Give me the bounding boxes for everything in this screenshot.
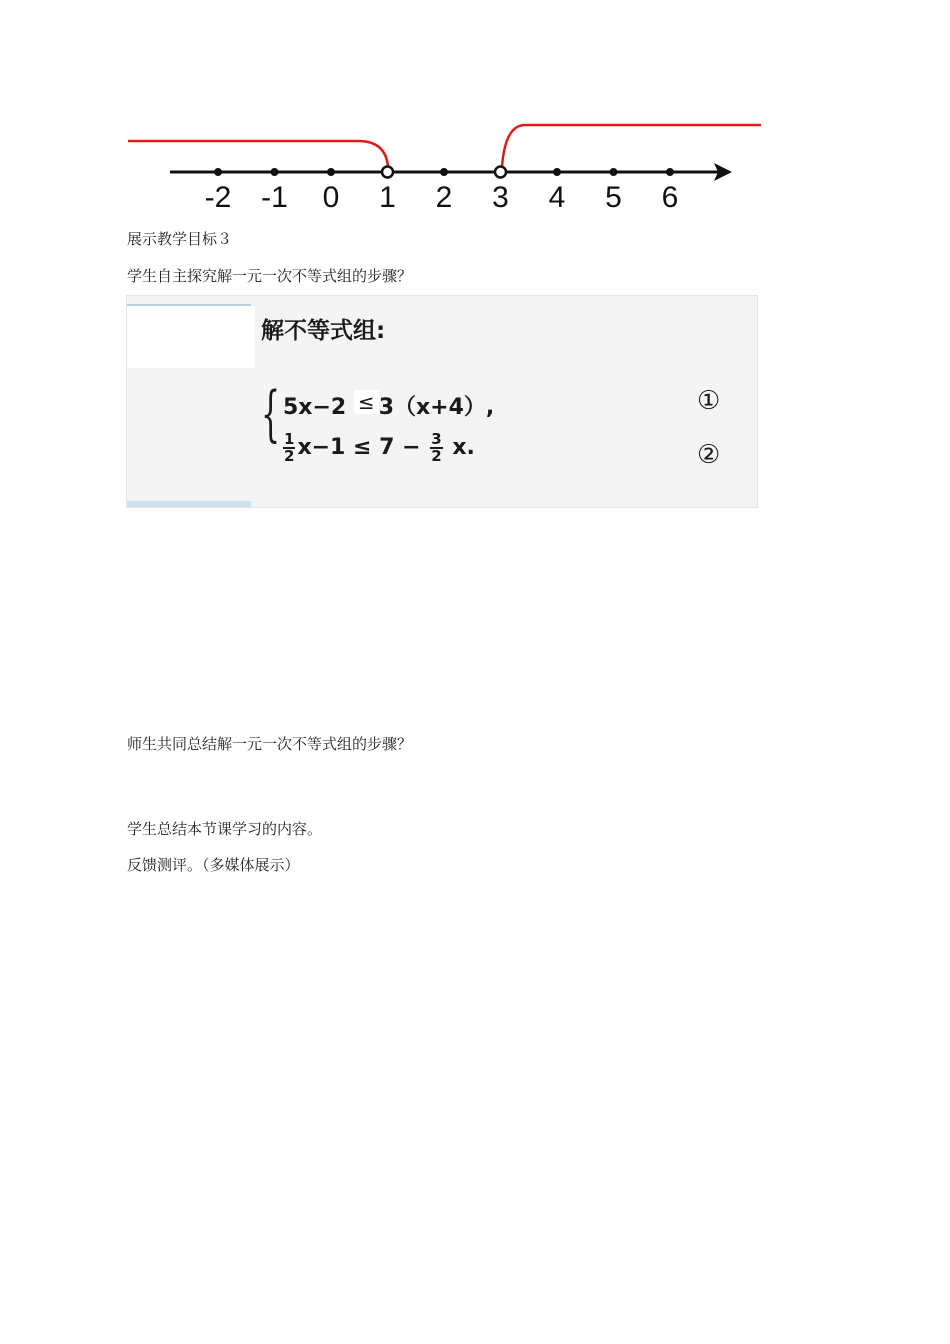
eq2-middle: x−1 ≤ 7 − — [297, 435, 421, 460]
tick-label-4: 4 — [548, 181, 566, 214]
paragraph-explore: 学生自主探究解一元一次不等式组的步骤？ — [127, 267, 413, 285]
paragraph-summary-steps: 师生共同总结解一元一次不等式组的步骤？ — [127, 735, 413, 753]
tick-label-5: 5 — [605, 181, 622, 214]
tick-label-1: 1 — [379, 181, 396, 214]
marker-2: ② — [697, 440, 721, 470]
inequality-2 — [281, 432, 475, 464]
tick-point-5 — [610, 169, 617, 176]
eq2-frac1-num: 1 — [284, 430, 295, 448]
eq2-end: x. — [452, 435, 475, 460]
panel-blank — [127, 306, 255, 368]
problem-title: 解不等式组: — [261, 318, 386, 344]
tick-label-3: 3 — [492, 181, 509, 214]
eq2-frac1-den: 2 — [284, 447, 295, 465]
paragraph-summary-content: 学生总结本节课学习的内容。 — [127, 820, 323, 838]
tick-point-6 — [667, 169, 674, 176]
tick-label--1: -1 — [261, 181, 288, 214]
paragraph-feedback: 反馈测评。（多媒体展示） — [127, 856, 300, 874]
problem-panel — [126, 295, 758, 508]
eq2-fraction-2 — [430, 432, 442, 464]
eq2-fraction-1 — [283, 432, 295, 464]
tick-point-0 — [328, 169, 335, 176]
marker-1: ① — [697, 386, 721, 416]
tick-label-0: 0 — [322, 181, 340, 214]
tick-point--2 — [215, 169, 222, 176]
tick-label-2: 2 — [435, 181, 453, 214]
eq1-right: 3（x+4）, — [378, 395, 495, 420]
tick-point-4 — [554, 169, 561, 176]
tick-point-2 — [441, 169, 448, 176]
panel-accent-bottom — [127, 501, 251, 507]
eq2-frac2-den: 2 — [431, 447, 442, 465]
eq2-frac2-num: 3 — [431, 430, 442, 448]
open-point-3 — [495, 167, 506, 178]
tick-label--2: -2 — [204, 181, 232, 214]
number-line — [120, 110, 770, 220]
eq1-left: 5x−2 — [283, 395, 347, 420]
open-point-1 — [382, 167, 393, 178]
inequality-1 — [283, 390, 494, 421]
tick-label-6: 6 — [661, 181, 679, 214]
shade-right — [502, 125, 761, 167]
paragraph-goal: 展示教学目标３ — [127, 230, 233, 248]
shade-left — [128, 141, 388, 167]
eq1-sign: ≤ — [354, 390, 379, 414]
tick-point--1 — [271, 169, 278, 176]
system-brace: { — [261, 379, 281, 449]
